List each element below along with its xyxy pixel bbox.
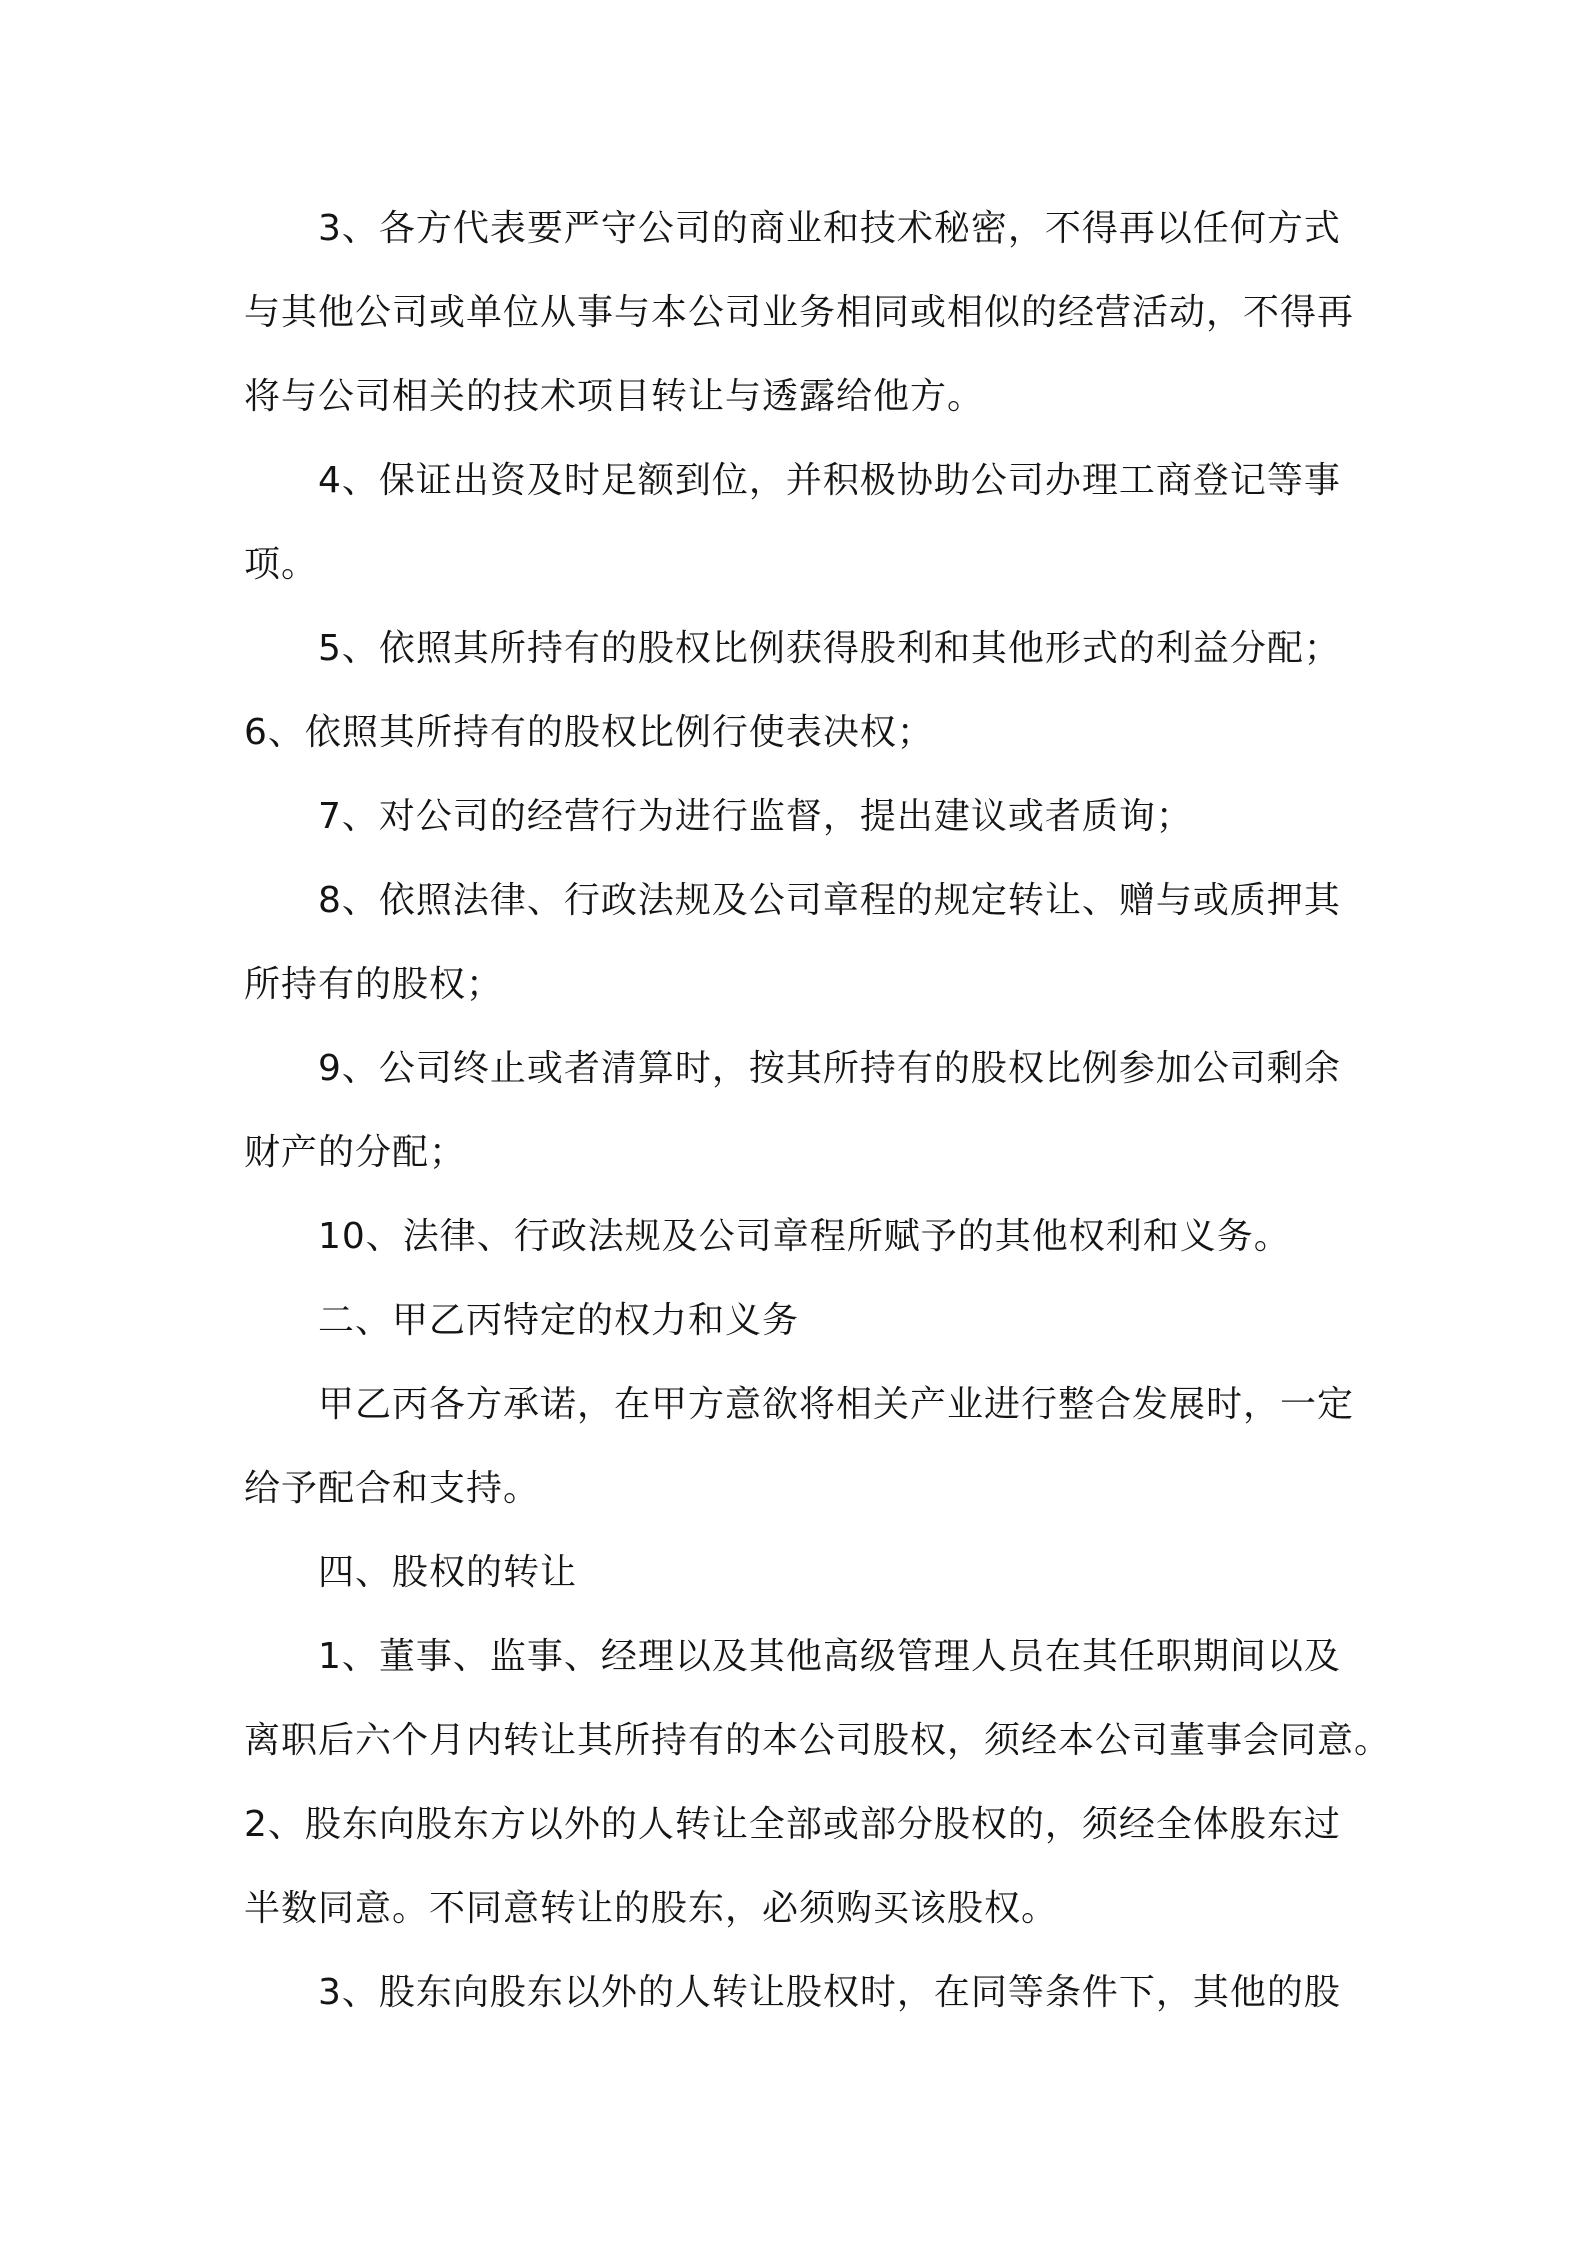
text-line: 将与公司相关的技术项目转让与透露给他方。 xyxy=(244,376,985,417)
text-line: 3、股东向股东以外的人转让股权时，在同等条件下，其他的股 xyxy=(318,1972,1341,2013)
text-line: 6、依照其所持有的股权比例行使表决权； xyxy=(244,712,934,753)
text-line: 8、依照法律、行政法规及公司章程的规定转让、赠与或质押其 xyxy=(318,880,1341,921)
text-line: 离职后六个月内转让其所持有的本公司股权，须经本公司董事会同意。 xyxy=(244,1720,1392,1761)
text-line: 4、保证出资及时足额到位，并积极协助公司办理工商登记等事 xyxy=(318,460,1341,501)
section-heading: 二、甲乙丙特定的权力和义务 xyxy=(318,1300,800,1341)
section-heading: 四、股权的转让 xyxy=(318,1552,578,1593)
text-line: 与其他公司或单位从事与本公司业务相同或相似的经营活动，不得再 xyxy=(244,292,1355,333)
text-line: 项。 xyxy=(244,544,319,585)
text-line: 7、对公司的经营行为进行监督，提出建议或者质询； xyxy=(318,796,1193,837)
text-line: 9、公司终止或者清算时，按其所持有的股权比例参加公司剩余 xyxy=(318,1048,1341,1089)
text-line: 3、各方代表要严守公司的商业和技术秘密，不得再以任何方式 xyxy=(318,208,1341,249)
text-line: 所持有的股权； xyxy=(244,964,504,1005)
text-line: 财产的分配； xyxy=(244,1132,467,1173)
text-line: 给予配合和支持。 xyxy=(244,1468,541,1509)
text-line: 5、依照其所持有的股权比例获得股利和其他形式的利益分配； xyxy=(318,628,1341,669)
text-line: 1、董事、监事、经理以及其他高级管理人员在其任职期间以及 xyxy=(318,1636,1341,1677)
text-line: 2、股东向股东方以外的人转让全部或部分股权的，须经全体股东过 xyxy=(244,1804,1341,1845)
text-line: 甲乙丙各方承诺，在甲方意欲将相关产业进行整合发展时，一定 xyxy=(318,1384,1355,1425)
text-line: 10、法律、行政法规及公司章程所赋予的其他权利和义务。 xyxy=(318,1216,1291,1257)
text-line: 半数同意。不同意转让的股东，必须购买该股权。 xyxy=(244,1888,1059,1929)
